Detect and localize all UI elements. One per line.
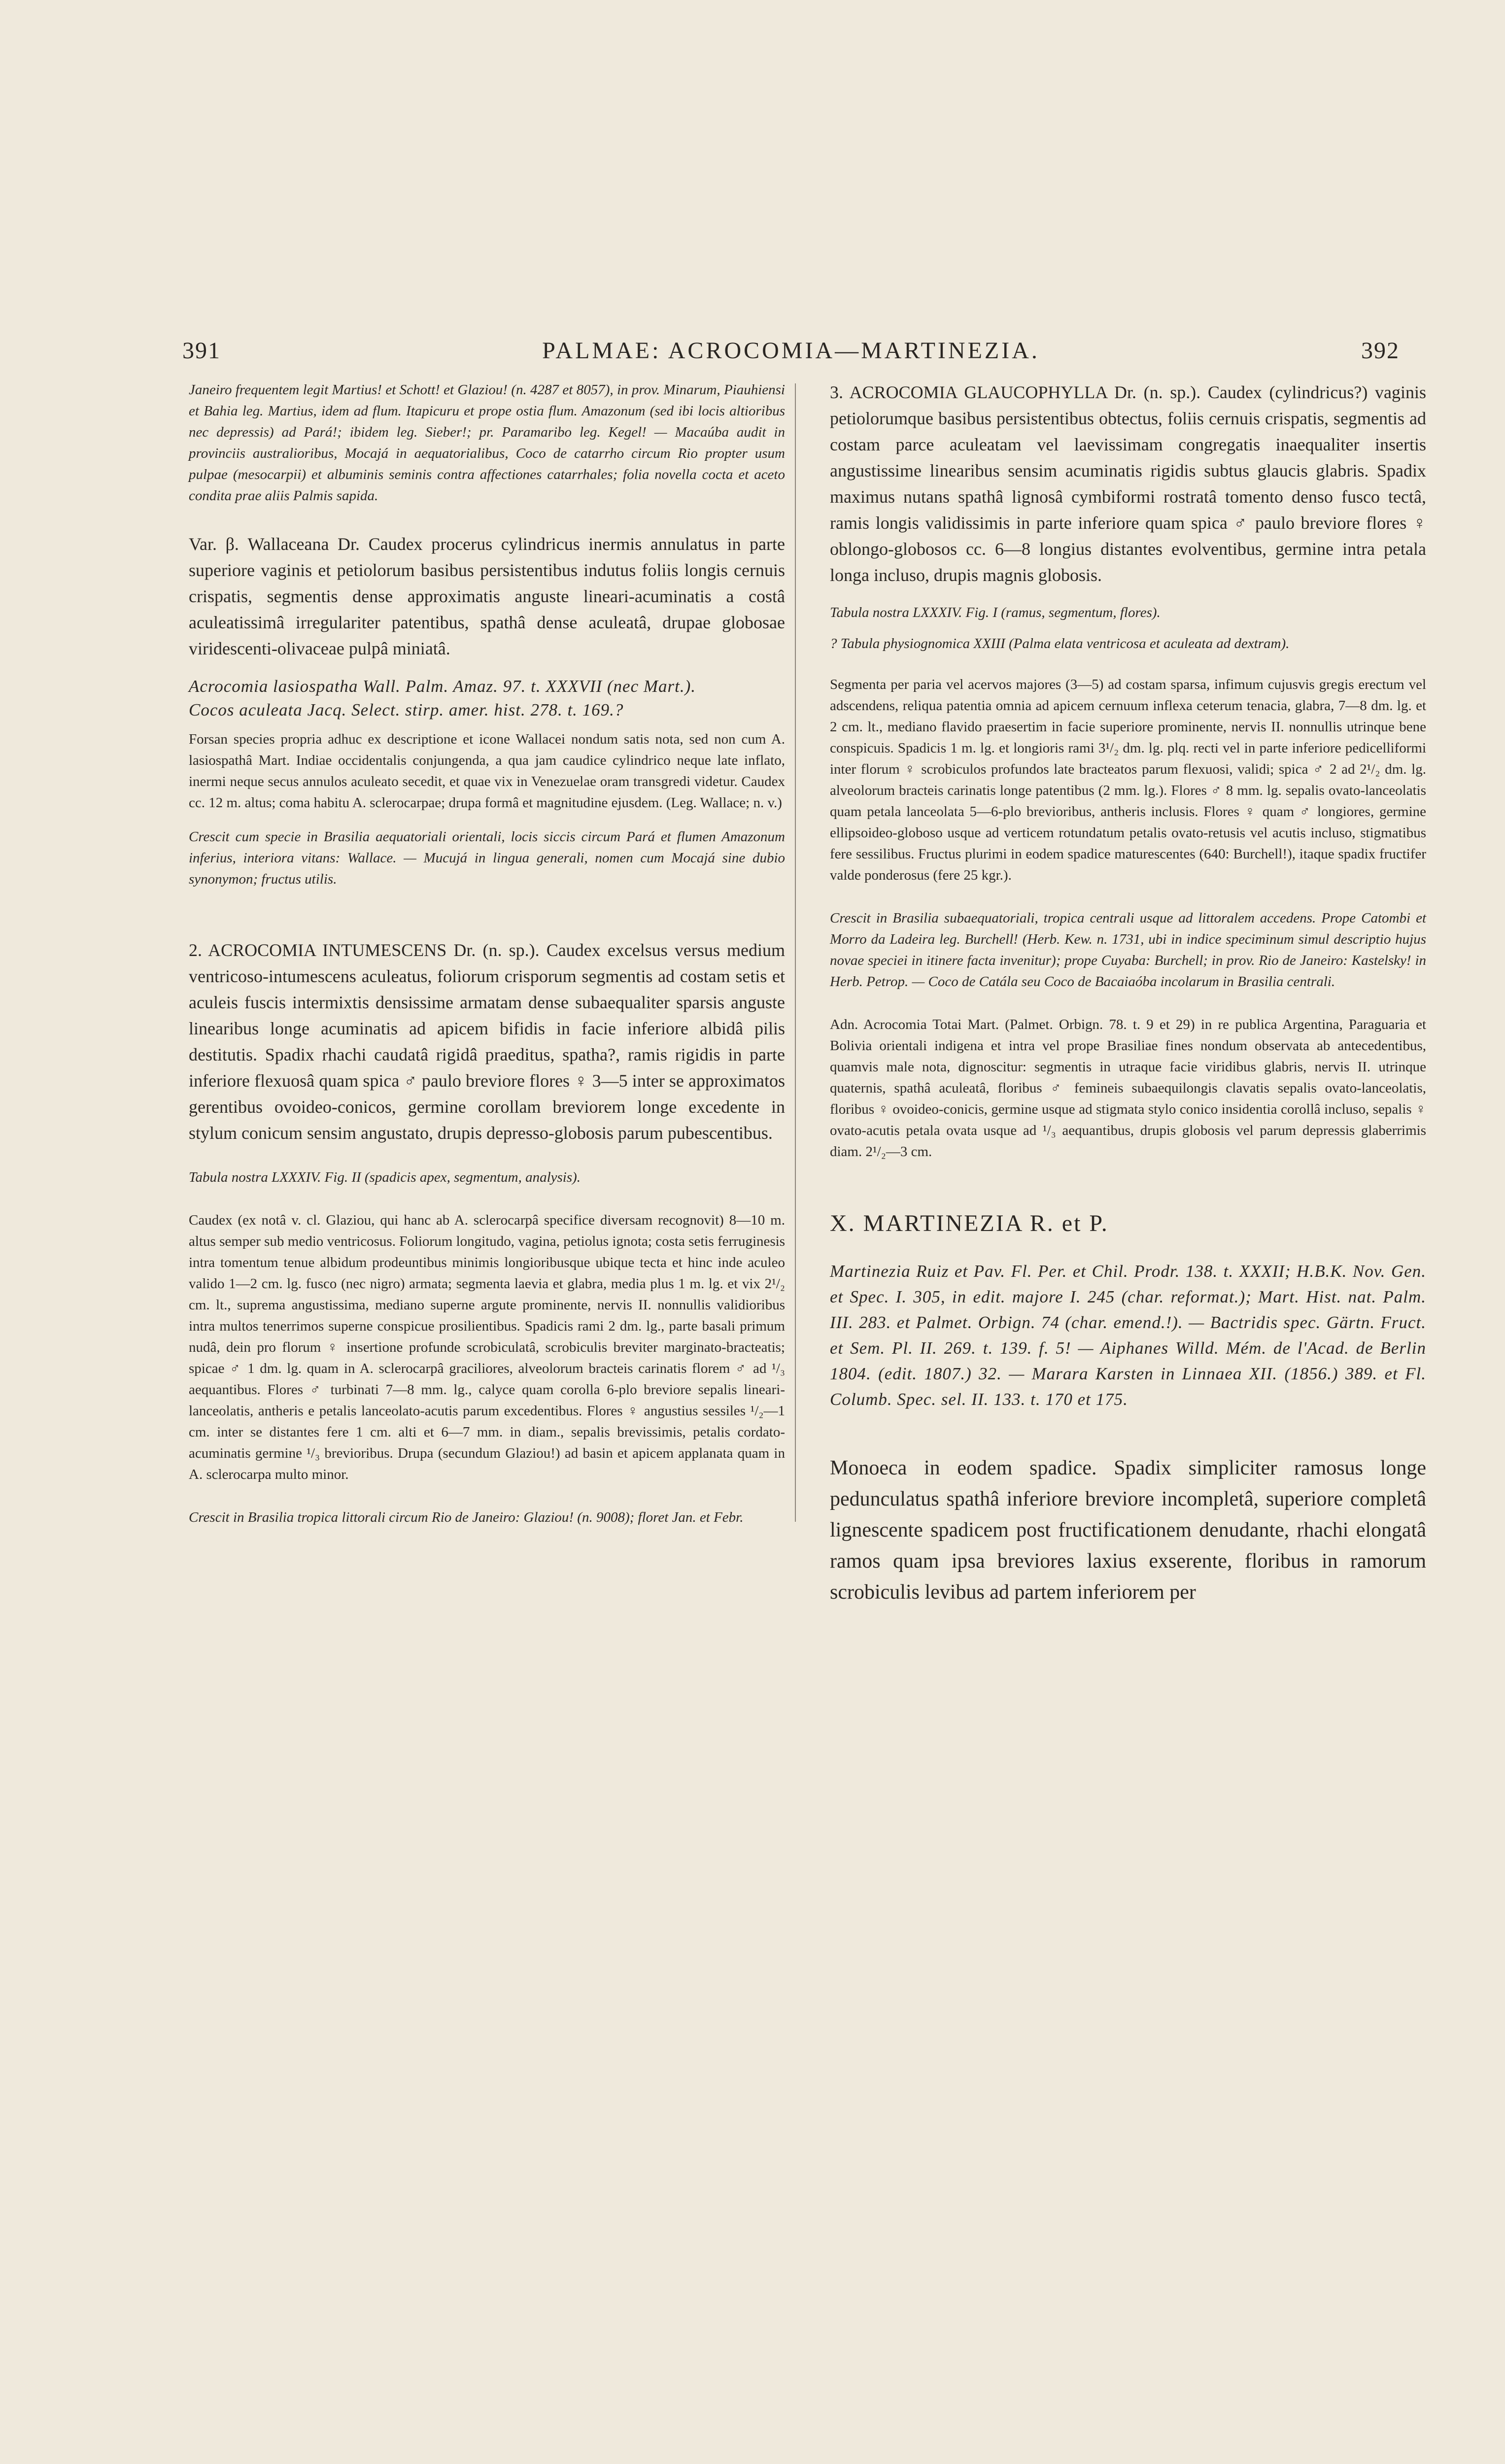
synonym-cocos-aculeata: Cocos aculeata Jacq. Select. stirp. amer. hist. 278. t. 169.? [189, 700, 624, 719]
plate-reference: Tabula nostra LXXXIV. Fig. II (spadicis apex, segmentum, analysis). [189, 1169, 581, 1185]
right-column [830, 379, 1426, 1608]
page-header [182, 337, 1400, 372]
detailed-description: Caudex (ex notâ v. cl. Glaziou, qui hanc ab A. sclerocarpâ specifice diversam recognovit) 8—10 m. altus semper sub medio ventricosus. Foliorum longitudo, vagina, petiolus ignota; costa setis ferruginesis intra tomentum tenue albidum prodeuntibus minimis longioribusque ubique tecta et hinc inde aculeo valido 1—2 cm. lg. fusco (nec nigro) armata; segmenta laevia et glabra, media plus 1 m. lg. et vix 2¹/₂ cm. lt., suprema angustissima, mediano superne argute prominente, nervis II. nonnullis validioribus intra multos tenerrimos superne conspicue prosilientibus. Spadicis rami 2 dm. lg., parte basali primum nudâ, dein pro florum ♀ insertione profunde scrobiculatâ, scrobiculis breviter marginato-bracteatis; spicae ♂ 1 dm. lg. quam in A. sclerocarpâ graciliores, alveolorum bracteis carinatis florem ♂ ad ¹/₃ aequantibus. Flores ♂ turbinati 7—8 mm. lg., calyce quam corolla 6-plo breviore sepalis lineari-lanceolatis, antheris e petalis lanceolato-acutis parum excedentibus. Flores ♀ angustius sessiles ¹/₂—1 cm. inter se distantes fere 1 cm. alti et 6—7 mm. in diam., sepalis brevissimis, petalis cordato-acuminatis germine ¹/₃ brevioribus. Drupa (secundum Glaziou!) ad basin et apicem applanata quam in A. sclerocarpa multo minor. [189, 1212, 785, 1482]
habitat-intumescens: Crescit in Brasilia tropica littorali circum Rio de Janeiro: Glaziou! (n. 9008); floret Jan. et Febr. [189, 1509, 744, 1525]
distribution-paragraph: Janeiro frequentem legit Martius! et Schott! et Glaziou! (n. 4287 et 8057), in prov. Minarum, Piauhiensi et Bahia leg. Martius, idem ad flum. Itapicuru et prope ostia flum. Amazonum (sed ibi locis altioribus nec depressis) ad Pará!; ibidem leg. Sieber!; pr. Paramaribo leg. Kegel! — Macaúba audit in provinciis australioribus, Mocajá in aequatorialibus, Coco de catarrho circum Rio propter usum pulpae (mesocarpii) et albuminis seminis contra affectiones catarrhales; folia novella cocta et aceto condita prae aliis Palmis sapida. [189, 382, 785, 504]
plate-reference-fig1: Tabula nostra LXXXIV. Fig. I (ramus, segmentum, flores). [830, 605, 1161, 620]
note-paragraph: Forsan species propria adhuc ex descriptione et icone Wallacei nondum satis nota, sed non cum A. lasiospathâ Mart. Indiae occidentalis conjungenda, a qua jam caudice cylindrico neque late inflato, inermi neque secus annulos aculeato secedit, et quae vix in Venezuelae oram transgredi videtur. Caudex cc. 12 m. altus; coma habitu A. sclerocarpae; drupa formâ et magnitudine ejusdem. (Leg. Wallace; n. v.) [189, 731, 785, 811]
variety-wallaceana-description: Var. β. Wallaceana Dr. Caudex procerus cylindricus inermis annulatus in parte superiore vaginis et petiolorum basibus persistentibus indutus foliis longis cernuis crispatis, segmentis dense approximatis anguste lineari-acuminatis a costâ aculeatissimâ irregulariter patentibus, spathâ dense aculeatâ, drupae globosae viridescenti-olivaceae pulpâ miniatâ. [189, 534, 785, 658]
page-number-left: 391 [182, 338, 221, 364]
genus-synonymy: Martinezia Ruiz et Pav. Fl. Per. et Chil. Prodr. 138. t. XXXII; H.B.K. Nov. Gen. et Spec. I. 305, in edit. majore I. 245 (char. reformat.); Mart. Hist. nat. Palm. III. 283. et Palmet. Orbign. 74 (char. emend.!). — Bactridis spec. Gärtn. Fruct. et Sem. Pl. II. 269. t. 139. f. 5! — Aiphanes Willd. Mém. de l'Acad. de Berlin 1804. (edit. 1807.) 32. — Marara Karsten in Linnaea XII. (1856.) 389. et Fl. Columb. Spec. sel. II. 133. t. 170 et 175. [830, 1262, 1426, 1409]
habitat-paragraph: Crescit cum specie in Brasilia aequatoriali orientali, locis siccis circum Pará et flumen Amazonum inferius, interiora vitans: Wallace. — Mucujá in lingua generali, nomen cum Mocajá sine dubio synonymon; fructus utilis. [189, 829, 785, 887]
genus-description: Monoeca in eodem spadice. Spadix simpliciter ramosus longe pedunculatus spathâ inferiore breviore incompletâ, superiore completâ lignescente spadicem post fructificationem denudante, rhachi elongatâ ramos quam ipsa breviores laxius exserente, floribus in ramorum scrobiculis levibus ad partem inferiorem per [830, 1457, 1426, 1604]
annotation-totai: Adn. Acrocomia Totai Mart. (Palmet. Orbign. 78. t. 9 et 29) in re publica Argentina, Paraguaria et Bolivia orientali indigena et intra vel prope Brasiliae fines nondum observata ab antecedentibus, quamvis male nota, dignoscitur: segmentis in utraque facie viridibus glabris, nervis II. utrinque quaternis, spathâ aculeatâ, floribus ♂ femineis subaequilongis clavatis sepalis ovato-lanceolatis, floribus ♀ ovoideo-conicis, germine usque ad stigmata stylo conico insidentia corollâ incluso, sepalis ♀ ovato-acutis petala ovata usque ad ¹/₃ aequantibus, drupis globosis vel parum depressis glaberrimis diam. 2¹/₂—3 cm. [830, 1017, 1426, 1160]
species-intumescens-description: 2. ACROCOMIA INTUMESCENS Dr. (n. sp.). Caudex excelsus versus medium ventricoso-intumescens aculeatus, foliorum crisporum segmentis ad costam setis et aculeis fuscis intermixtis densissime armatam dense subaequaliter sparsis anguste linearibus longe acuminatis ad apicem bifidis in facie inferiore albidâ pilis destitutis. Spadix rhachi caudatâ rigidâ praeditus, spatha?, ramis rigidis in parte inferiore flexuosâ quam spica ♂ paulo breviore flores ♀ 3—5 inter se approximatos gerentibus ovoideo-conicos, germine corollam breviorem longe excedente in stylum conicum sensim angustato, drupis depresso-globosis parum pubescentibus. [189, 940, 785, 1143]
segmenta-description: Segmenta per paria vel acervos majores (3—5) ad costam sparsa, infimum cujusvis gregis erectum vel adscendens, reliqua patentia omnia ad apicem cernuum inflexa ceterum tenacia, glabra, 7—8 dm. lg. et 2 cm. lt., mediano flavido praesertim in facie superiore prominente, nervis II. nonnullis utrinque bene conspicuis. Spadicis 1 m. lg. et longioris rami 3¹/₂ dm. lg. plq. recti vel in parte inferiore pedicelliformi inter florum ♀ scrobiculos profundos late bracteatos parum flexuosi, validi; spica ♂ 2 ad 2¹/₂ dm. lg. alveolorum bracteis carinatis longe patentibus (2 mm. lg.). Flores ♂ 8 mm. lg. sepalis ovato-lanceolatis quam petala lanceolata 5—6-plo brevioribus, antheris inclusis. Flores ♀ quam ♂ longiores, germine ellipsoideo-globoso usque ad verticem rotundatum petalis ovato-retusis vel acutis incluso, stigmatibus fere sessilibus. Fructus plurimi in eodem spadice maturescentes (640: Burchell!), itaque spadix fructifer valde ponderosus (fere 25 kgr.). [830, 677, 1426, 883]
species-glaucophylla-description: 3. ACROCOMIA GLAUCOPHYLLA Dr. (n. sp.). Caudex (cylindricus?) vaginis petiolorumque basibus persistentibus obtectus, foliis cernuis crispatis, segmentis ad costam parce aculeatam vel laevissimam congregatis inaequaliter insertis angustissime linearibus sensim acuminatis rigidis subtus glaucis glabris. Spadix maximus nutans spathâ lignosâ cymbiformi rostratâ tomento denso fusco tectâ, ramis longis validissimis in parte inferiore quam spica ♂ paulo breviore flores ♀ oblongo-globosos cc. 6—8 longius distantes evolventibus, germine intra petala longa incluso, drupis magnis globosis. [830, 382, 1426, 585]
left-column [189, 379, 785, 1528]
synonym-lasiospatha: Acrocomia lasiospatha Wall. Palm. Amaz. 97. t. XXXVII (nec Mart.). [189, 677, 696, 696]
section-heading-martinezia: X. MARTINEZIA R. et P. [830, 1210, 1109, 1236]
column-divider [795, 383, 796, 1522]
running-title: PALMAE: ACROCOMIA—MARTINEZIA. [542, 338, 1040, 364]
habitat-glaucophylla: Crescit in Brasilia subaequatoriali, tropica centrali usque ad littoralem accedens. Prope Catombi et Morro da Ladeira leg. Burchell! (Herb. Kew. n. 1731, ubi in indice speciminum simul descriptio hujus novae speciei in itinere facta invenitur); prope Cuyaba: Burchell; in prov. Rio de Janeiro: Kastelsky! in Herb. Petrop. — Coco de Catála seu Coco de Bacaiaóba incolarum in Brasilia centrali. [830, 910, 1426, 990]
page-number-right: 392 [1361, 338, 1400, 364]
physiognomic-plate-reference: ? Tabula physiognomica XXIII (Palma elata ventricosa et aculeata ad dextram). [830, 636, 1290, 651]
